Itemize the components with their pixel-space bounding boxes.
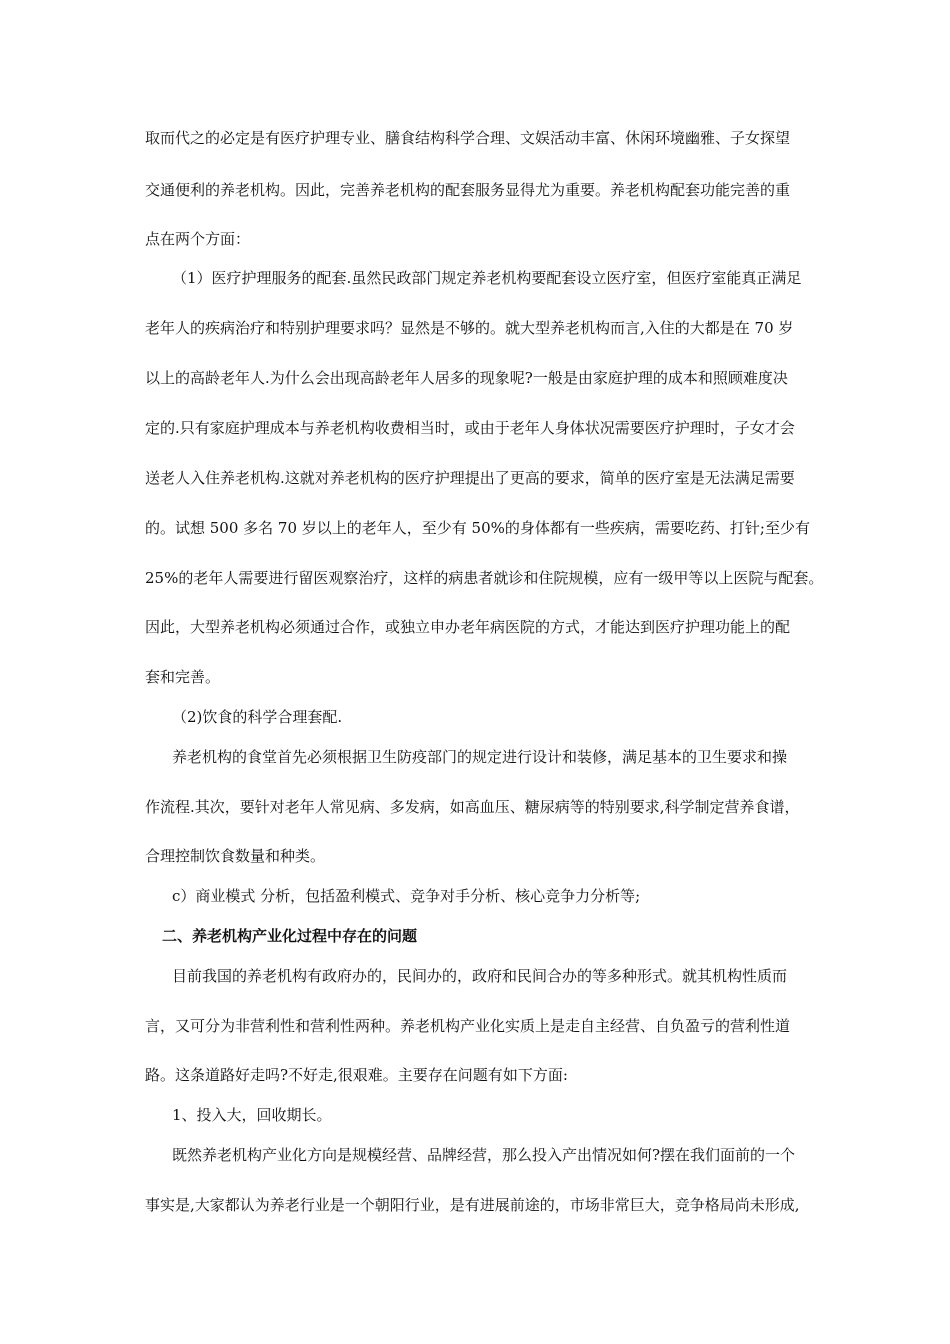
paragraph-line: 交通便利的养老机构。因此，完善养老机构的配套服务显得尤为重要。养老机构配套功能完善的重 xyxy=(145,181,791,199)
list-item-line: 1、投入大，回收期长。 xyxy=(172,1106,332,1124)
paragraph-line: 点在两个方面： xyxy=(145,230,251,248)
paragraph-line: 的。试想 500 多名 70 岁以上的老年人，至少有 50%的身体都有一些疾病，需要吃药、打针;至少有 xyxy=(145,519,810,537)
paragraph-line: 因此，大型养老机构必须通过合作，或独立申办老年病医院的方式，才能达到医疗护理功能上的配 xyxy=(145,618,791,636)
paragraph-line: 事实是,大家都认为养老行业是一个朝阳行业，是有进展前途的，市场非常巨大，竞争格局尚未形成, xyxy=(145,1196,800,1214)
paragraph-line: 老年人的疾病治疗和特别护理要求吗？显然是不够的。就大型养老机构而言,入住的大都是在 70 岁 xyxy=(145,319,794,337)
paragraph-line: 以上的高龄老年人.为什么会出现高龄老年人居多的现象呢?一般是由家庭护理的成本和照顾难度决 xyxy=(145,369,788,387)
paragraph-line: 25%的老年人需要进行留医观察治疗，这样的病患者就诊和住院规模，应有一级甲等以上医院与配套。 xyxy=(145,569,824,587)
paragraph-line: 套和完善。 xyxy=(145,668,221,686)
section-heading: 二、养老机构产业化过程中存在的问题 xyxy=(162,927,418,945)
paragraph-line: 合理控制饮食数量和种类。 xyxy=(145,847,326,865)
paragraph-line: 言，又可分为非营利性和营利性两种。养老机构产业化实质上是走自主经营、自负盈亏的营利性道 xyxy=(145,1017,791,1035)
paragraph-line: 定的.只有家庭护理成本与养老机构收费相当时，或由于老年人身体状况需要医疗护理时，子女才会 xyxy=(145,419,795,437)
paragraph-line: 作流程.其次，要针对老年人常见病、多发病，如高血压、糖尿病等的特别要求,科学制定营养食谱， xyxy=(145,798,800,816)
paragraph-line: （1）医疗护理服务的配套.虽然民政部门规定养老机构要配套设立医疗室，但医疗室能真正满足 xyxy=(172,269,802,287)
paragraph-line: 既然养老机构产业化方向是规模经营、品牌经营，那么投入产出情况如何?摆在我们面前的一个 xyxy=(172,1146,796,1164)
paragraph-line: 目前我国的养老机构有政府办的，民间办的，政府和民间合办的等多种形式。就其机构性质而 xyxy=(172,967,788,985)
subheading-line: （2)饮食的科学合理套配. xyxy=(172,708,343,726)
paragraph-line: 取而代之的必定是有医疗护理专业、膳食结构科学合理、文娱活动丰富、休闲环境幽雅、子女探望 xyxy=(145,129,791,147)
paragraph-line: 路。这条道路好走吗?不好走,很艰难。主要存在问题有如下方面: xyxy=(145,1066,568,1084)
paragraph-line: 送老人入住养老机构.这就对养老机构的医疗护理提出了更高的要求，简单的医疗室是无法满足需要 xyxy=(145,469,795,487)
paragraph-line: 养老机构的食堂首先必须根据卫生防疫部门的规定进行设计和装修，满足基本的卫生要求和操 xyxy=(172,748,788,766)
paragraph-line: c）商业模式 分析，包括盈利模式、竞争对手分析、核心竞争力分析等; xyxy=(172,887,641,905)
